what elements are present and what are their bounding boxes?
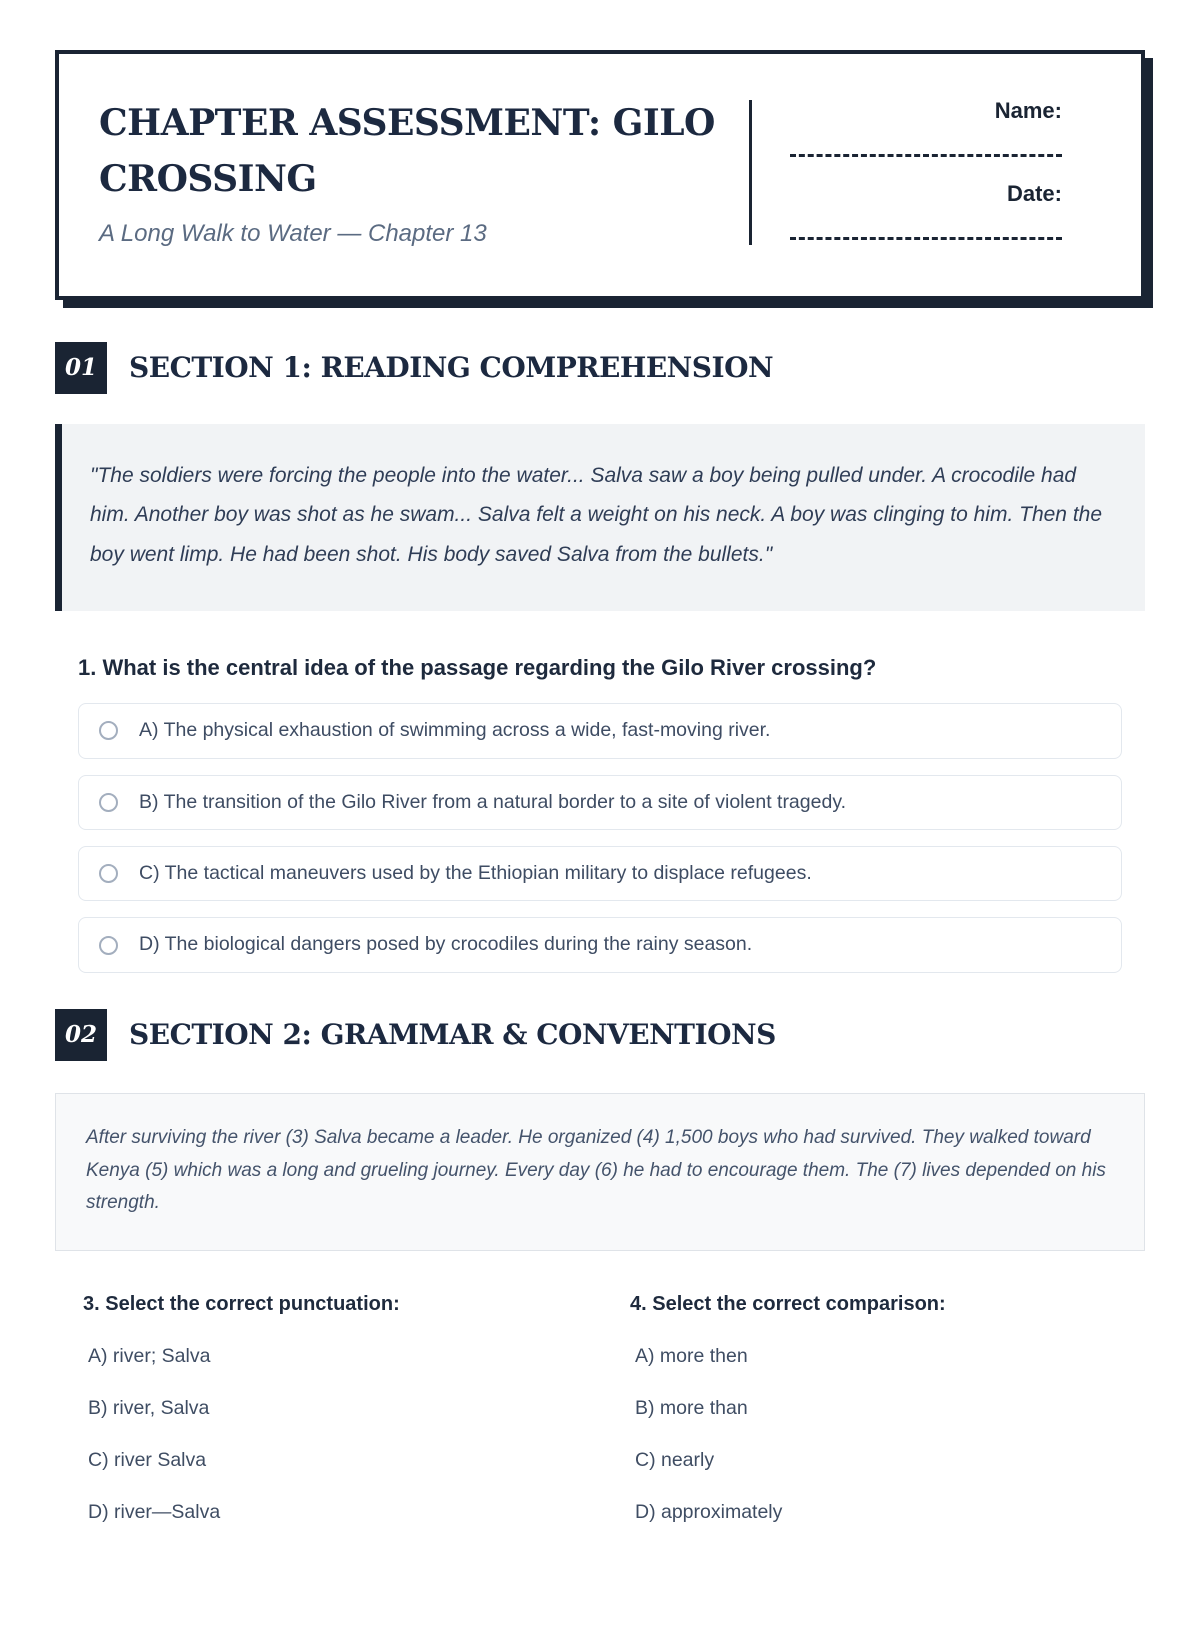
page-title: CHAPTER ASSESSMENT: GILO CROSSING — [99, 102, 715, 200]
option-label: B) The transition of the Gilo River from a natural border to a site of violent tragedy. — [139, 790, 847, 813]
question-1-options — [78, 703, 1122, 973]
question-1-option-d[interactable] — [78, 917, 1122, 972]
question-1-option-a[interactable] — [78, 703, 1122, 758]
question-1-option-b[interactable] — [78, 775, 1122, 830]
question-4-text: 4. Select the correct comparison: — [630, 1292, 946, 1315]
reading-passage-quote — [55, 424, 1145, 612]
question-3-option-c[interactable]: C) river Salva — [88, 1448, 207, 1471]
radio-icon[interactable] — [99, 936, 118, 955]
question-1-option-c[interactable] — [78, 846, 1122, 901]
option-label: C) The tactical maneuvers used by the Ethiopian military to displace refugees. — [139, 862, 812, 885]
question-3-option-a[interactable]: A) river; Salva — [88, 1344, 211, 1367]
name-label: Name: — [994, 98, 1062, 123]
grammar-questions-grid — [83, 1293, 1145, 1524]
name-write-line — [790, 154, 1062, 157]
date-write-line — [790, 237, 1062, 240]
question-4-option-c[interactable]: C) nearly — [635, 1448, 715, 1471]
section-1-number-badge: 01 — [55, 342, 107, 394]
question-4-option-b[interactable]: B) more than — [635, 1396, 748, 1419]
question-4-option-a[interactable]: A) more then — [635, 1344, 748, 1367]
section-2-number-badge: 02 — [55, 1009, 107, 1061]
radio-icon[interactable] — [99, 721, 118, 740]
radio-icon[interactable] — [99, 793, 118, 812]
worksheet-page — [0, 50, 1200, 1650]
header-box — [55, 50, 1145, 300]
question-3-option-d[interactable]: D) river—Salva — [88, 1500, 221, 1523]
radio-icon[interactable] — [99, 864, 118, 883]
header-title-block — [99, 96, 739, 248]
grammar-passage-text: After surviving the river (3) Salva became a leader. He organized (4) 1,500 boys who had survived. They walked toward Kenya (5) which was a long and grueling journey. Every day (6) he had to encourage them. The (7) lives depended on his strength. — [86, 1126, 1106, 1214]
question-3-text: 3. Select the correct punctuation: — [83, 1292, 400, 1315]
date-label: Date: — [1006, 181, 1062, 206]
grammar-passage-box — [55, 1093, 1145, 1251]
name-date-block — [752, 96, 1062, 248]
section-1-title: SECTION 1: READING COMPREHENSION — [129, 351, 774, 385]
section-2-title: SECTION 2: GRAMMAR & CONVENTIONS — [129, 1018, 776, 1052]
question-1-text: 1. What is the central idea of the passage regarding the Gilo River crossing? — [78, 655, 877, 681]
option-label: A) The physical exhaustion of swimming across a wide, fast-moving river. — [139, 719, 771, 742]
question-3-option-b[interactable]: B) river, Salva — [88, 1396, 210, 1419]
page-subtitle: A Long Walk to Water — Chapter 13 — [99, 219, 487, 247]
question-4-option-d[interactable]: D) approximately — [635, 1500, 783, 1523]
option-label: D) The biological dangers posed by crocodiles during the rainy season. — [139, 933, 753, 956]
question-3-block — [83, 1293, 630, 1524]
section-1-header — [55, 342, 1145, 394]
section-2-header — [55, 1009, 1145, 1061]
reading-passage-text: "The soldiers were forcing the people into the water... Salva saw a boy being pulled under. A crocodile had him. Another boy was shot as he swam... Salva felt a weight on his neck. A boy was clinging to him. Then the boy went limp. He had been shot. His body saved Salva from the bullets." — [90, 463, 1103, 567]
question-4-block — [630, 1293, 1145, 1524]
